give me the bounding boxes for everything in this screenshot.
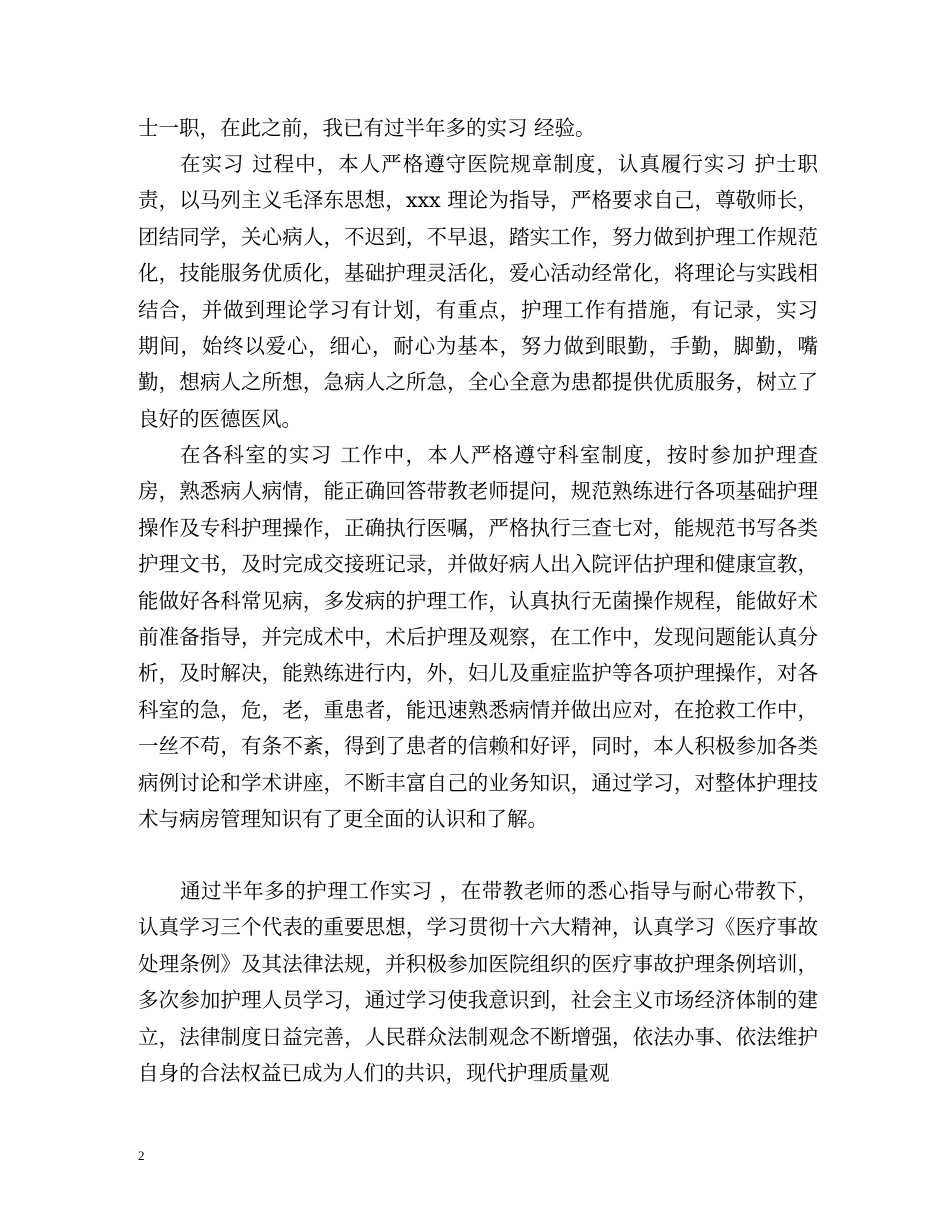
paragraph-legal-study: 通过半年多的护理工作实习 ，在带教老师的悉心指导与耐心带教下，认真学习三个代表的重要思想，学习贯彻十六大精神，认真学习《医疗事故处理条例》及其法律法规，并积极参加医院组织的医疗事故护理条例培训，多次参加护理人员学习，通过学习使我意识到，社会主义市场经济体制的建立，法律制度日益完善，人民群众法制观念不断增强，依法办事、依法维护自身的合法权益已成为人们的共识，现代护理质量观 bbox=[138, 879, 818, 1086]
paragraph-department-work: 在各科室的实习 工作中，本人严格遵守科室制度，按时参加护理查房，熟悉病人病情，能正确回答带教老师提问，规范熟练进行各项基础护理操作及专科护理操作，正确执行医嘱，严格执行三查七对，能规范书写各类护理文书，及时完成交接班记录，并做好病人出入院评估护理和健康宣教，能做好各科常见病，多发病的护理工作，认真执行无菌操作规程，能做好术前准备指导，并完成术中，术后护理及观察，在工作中，发现问题能认真分析，及时解决，能熟练进行内，外，妇儿及重症监护等各项护理操作，对各科室的急，危，老，重患者，能迅速熟悉病情并做出应对，在抢救工作中，一丝不苟，有条不紊，得到了患者的信赖和好评，同时，本人积极参加各类病例讨论和学术讲座，不断丰富自己的业务知识，通过学习，对整体护理技术与病房管理知识有了更全面的认识和了解。 bbox=[138, 443, 818, 832]
paragraph-internship-conduct: 在实习 过程中，本人严格遵守医院规章制度，认真履行实习 护士职责，以马列主义毛泽东思想，xxx 理论为指导，严格要求自己，尊敬师长，团结同学，关心病人，不迟到，不早退，踏实工作，努力做到护理工作规范化，技能服务优质化，基础护理灵活化，爱心活动经常化，将理论与实践相结合，并做到理论学习有计划，有重点，护理工作有措施，有记录，实习 期间，始终以爱心，细心，耐心为基本，努力做到眼勤，手勤，脚勤，嘴勤，想病人之所想，急病人之所急，全心全意为患都提供优质服务，树立了良好的医德医风。 bbox=[138, 152, 818, 431]
page-number: 2 bbox=[138, 1148, 145, 1163]
paragraph-continuation: 士一职，在此之前，我已有过半年多的实习 经验。 bbox=[138, 116, 596, 140]
